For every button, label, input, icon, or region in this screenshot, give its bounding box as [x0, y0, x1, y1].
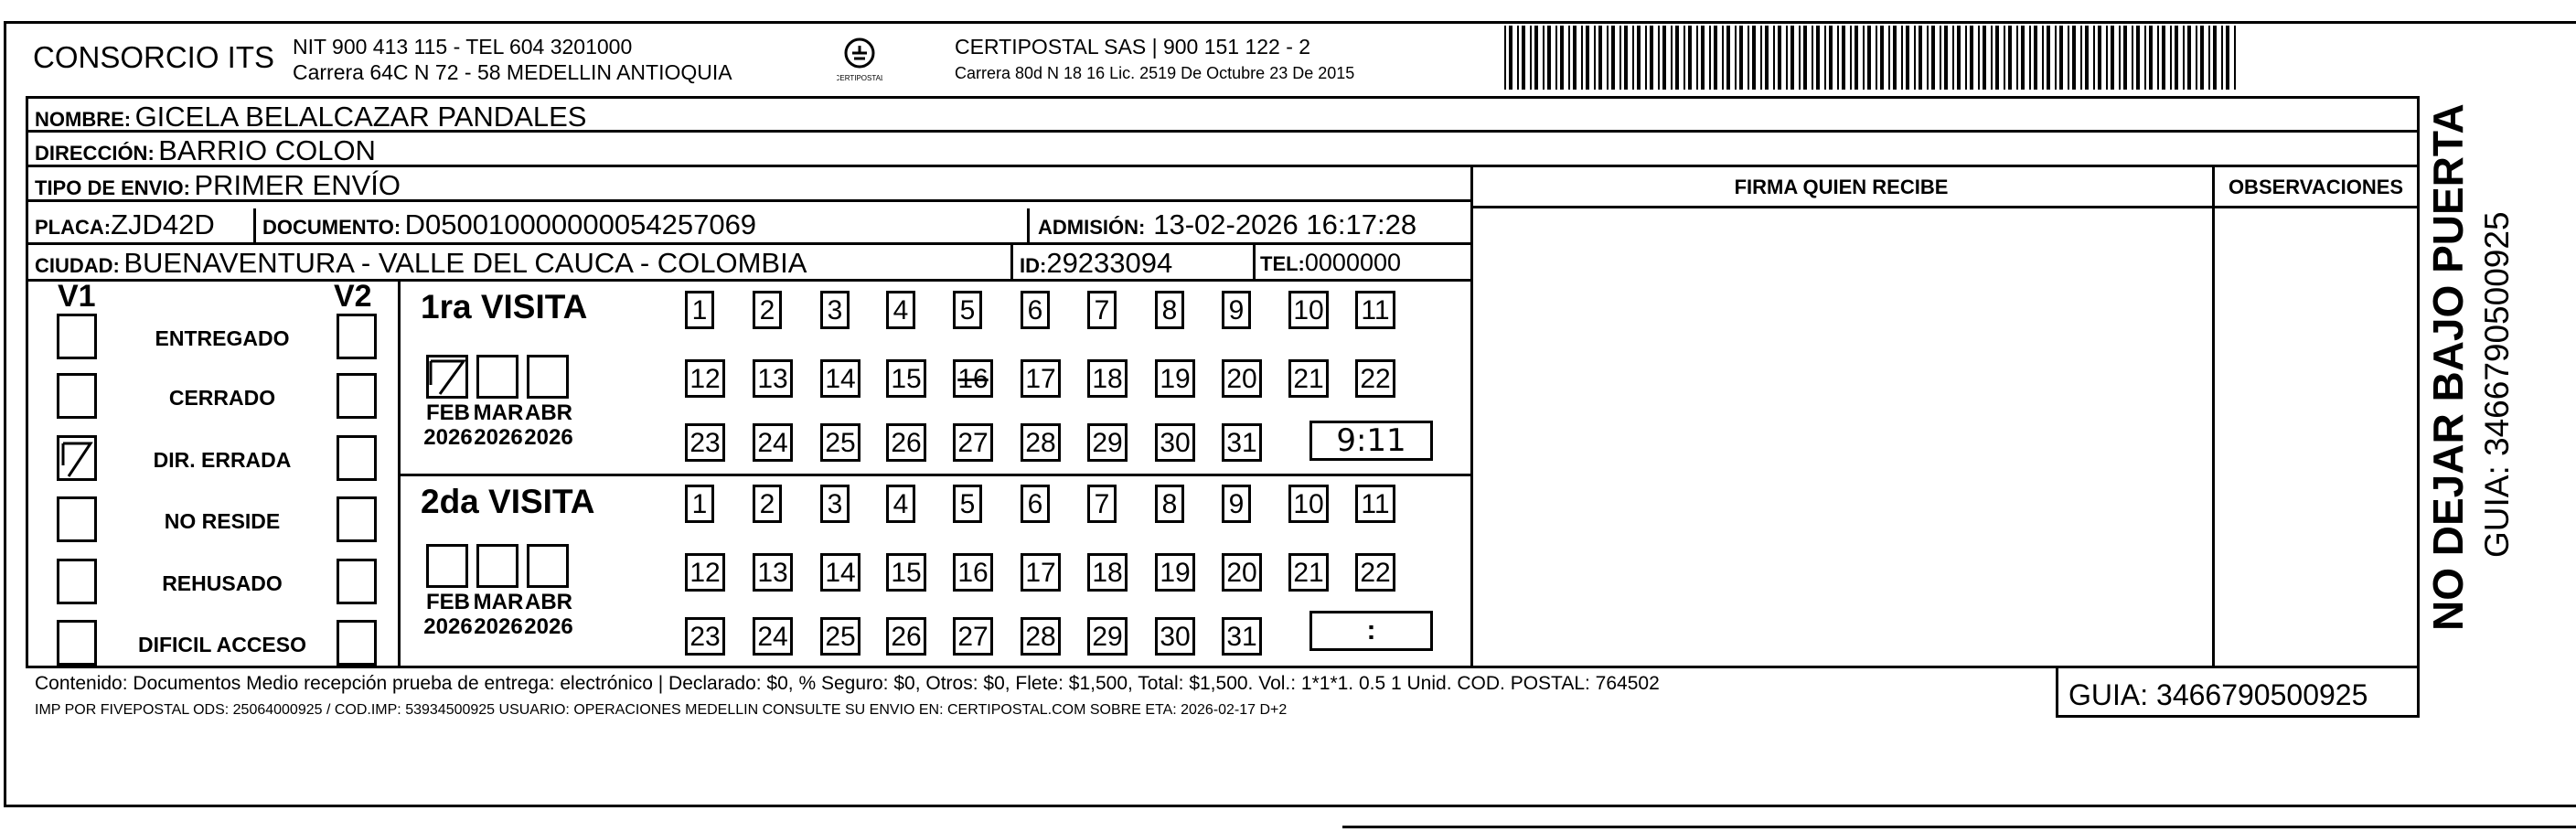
barcode-bar: [1850, 26, 1852, 90]
barcode-bar: [1748, 26, 1749, 90]
barcode-bar: [1645, 26, 1647, 90]
v2-checkbox[interactable]: [337, 373, 377, 419]
v1-label: V1: [58, 279, 96, 314]
barcode-bar: [1701, 26, 1705, 90]
barcode-bar: [1773, 26, 1775, 90]
address-line: Carrera 64C N 72 - 58 MEDELLIN ANTIOQUIA: [293, 60, 732, 84]
day-box[interactable]: 3: [820, 485, 850, 523]
barcode-bar: [2170, 26, 2172, 90]
tel-value: 0000000: [1304, 249, 1402, 276]
firma-left-edge: [1470, 165, 1473, 667]
v1-checkbox[interactable]: [57, 314, 97, 359]
barcode-bar: [2085, 26, 2089, 90]
barcode-bar: [2226, 26, 2229, 90]
barcode-bar: [2021, 26, 2025, 90]
barcode-bar: [1568, 26, 1570, 90]
cell-divider: [1010, 245, 1013, 279]
month-checkbox[interactable]: [527, 355, 569, 399]
imp-text: IMP POR FIVEPOSTAL ODS: 25064000925 / COD.IMP: 53934500925 USUARIO: OPERACIONES MEDELLIN CONSULTE SU ENVIO EN: CERTIPOSTAL.COM SOBRE ETA: 2026-02-17 D+2: [35, 702, 1288, 718]
month-name: FEB: [426, 400, 470, 425]
barcode-bar: [1752, 26, 1756, 90]
day-box[interactable]: 6: [1021, 485, 1050, 523]
barcode-bar: [2042, 26, 2044, 90]
option-label: DIR. ERRADA: [153, 448, 292, 472]
second-visit-time[interactable]: :: [1309, 611, 1433, 651]
barcode-bar: [1543, 26, 1545, 90]
v2-checkbox[interactable]: [337, 314, 377, 359]
id-label: ID:: [1020, 254, 1047, 277]
row-line: [26, 242, 1473, 245]
barcode-bar: [2132, 26, 2133, 90]
month-name: MAR: [473, 590, 524, 614]
top-border: [4, 21, 2576, 24]
barcode-bar: [1637, 26, 1641, 90]
barcode-bar: [1803, 26, 1807, 90]
barcode-bar: [1650, 26, 1653, 90]
barcode-bar: [1778, 26, 1781, 90]
barcode-bar: [1581, 26, 1583, 90]
barcode-bar: [1504, 26, 1506, 90]
day-box[interactable]: 26: [886, 617, 926, 656]
barcode-bar: [1696, 26, 1698, 90]
barcode-bar: [1786, 26, 1788, 90]
barcode-bar: [1722, 26, 1724, 90]
barcode-bar: [2029, 26, 2031, 90]
barcode-bar: [2196, 26, 2197, 90]
barcode-bar: [2221, 26, 2223, 90]
barcode-bar: [1927, 26, 1929, 90]
barcode-bar: [2047, 26, 2050, 90]
barcode-bar: [1662, 26, 1666, 90]
barcode-bar: [1842, 26, 1845, 90]
month-checkbox[interactable]: [476, 544, 518, 588]
contenido-text: Contenido: Documentos Medio recepción prueba de entrega: electrónico | Declarado: $0, % Seguro: $0, Otros: $0, Flete: $1,500, Total: $1,500. Vol.: 1*1*1. 0.5 1 Unid. COD. POSTAL: 764502: [35, 673, 1660, 694]
day-box[interactable]: 17: [1021, 359, 1061, 398]
barcode-bar: [2093, 26, 2095, 90]
day-box[interactable]: 17: [1021, 553, 1061, 592]
tel-row: [1260, 249, 1401, 277]
lower-edge-line: [1342, 826, 2576, 828]
barcode-bar: [1952, 26, 1954, 90]
placa-row: [35, 208, 215, 241]
barcode-bar: [1735, 26, 1737, 90]
barcode-bar: [1594, 26, 1596, 90]
day-box[interactable]: 29: [1087, 423, 1128, 462]
day-box[interactable]: 2: [753, 485, 782, 523]
day-box[interactable]: 7: [1087, 485, 1117, 523]
barcode-bar: [1607, 26, 1609, 90]
barcode-bar: [1970, 26, 1973, 90]
month-name: ABR: [525, 590, 572, 614]
day-box[interactable]: 13: [753, 553, 793, 592]
barcode-bar: [1683, 26, 1685, 90]
barcode-bar: [1983, 26, 1986, 90]
check-mark-icon: [59, 438, 94, 478]
month-year: 2026: [423, 614, 473, 639]
certipostal-logo: [837, 35, 882, 86]
barcode-bar: [1555, 26, 1557, 90]
documento-label: DOCUMENTO:: [262, 216, 401, 239]
barcode-bar: [2016, 26, 2018, 90]
barcode-bar: [1658, 26, 1660, 90]
day-box[interactable]: 9: [1222, 485, 1251, 523]
barcode-bar: [2055, 26, 2057, 90]
barcode-bar: [2213, 26, 2217, 90]
day-box[interactable]: 10: [1288, 485, 1329, 523]
id-row: [1020, 247, 1172, 280]
barcode-bar: [2200, 26, 2204, 90]
day-box[interactable]: 15: [886, 553, 926, 592]
day-box[interactable]: 29: [1087, 617, 1128, 656]
barcode-bar: [1957, 26, 1961, 90]
option-label: CERRADO: [168, 386, 276, 410]
barcode-bar: [1675, 26, 1679, 90]
barcode-bar: [2149, 26, 2153, 90]
barcode-bar: [1829, 26, 1833, 90]
barcode-bar: [1816, 26, 1820, 90]
left-border: [4, 21, 6, 807]
day-box[interactable]: 28: [1021, 423, 1061, 462]
month-year: 2026: [474, 425, 523, 450]
barcode-bar: [1611, 26, 1615, 90]
barcode-bar: [2175, 26, 2178, 90]
cell-divider: [1027, 208, 1030, 242]
barcode-bar: [1901, 26, 1903, 90]
barcode-bar: [2136, 26, 2140, 90]
barcode-bar: [1919, 26, 1922, 90]
carrier-address: Carrera 80d N 18 16 Lic. 2519 De Octubre 23 De 2015: [955, 64, 1355, 82]
direccion-value: BARRIO COLON: [158, 134, 376, 166]
day-box[interactable]: 28: [1021, 617, 1061, 656]
month-name: MAR: [473, 400, 524, 425]
barcode-bar: [2187, 26, 2191, 90]
barcode-bar: [1880, 26, 1884, 90]
day-box[interactable]: 12: [685, 359, 725, 398]
v1-checkbox[interactable]: [57, 496, 97, 542]
nombre-value: GICELA BELALCAZAR PANDALES: [134, 101, 587, 133]
barcode-bar: [1837, 26, 1839, 90]
day-box[interactable]: 20: [1222, 359, 1262, 398]
option-label: REHUSADO: [162, 571, 283, 595]
tipo-row: [35, 169, 401, 202]
barcode-bar: [1944, 26, 1948, 90]
tel-label: TEL:: [1260, 252, 1305, 275]
nombre-label: NOMBRE:: [35, 108, 132, 131]
obs-left-edge: [2212, 165, 2215, 667]
cell-divider: [1253, 245, 1256, 279]
day-box[interactable]: 23: [685, 423, 725, 462]
admision-value: 13-02-2026 16:17:28: [1153, 208, 1417, 240]
barcode-bar: [1619, 26, 1621, 90]
barcode-bar: [1547, 26, 1551, 90]
barcode-bar: [1688, 26, 1692, 90]
day-box[interactable]: 25: [820, 423, 860, 462]
day-box[interactable]: 16: [953, 359, 993, 398]
barcode-bar: [2183, 26, 2185, 90]
day-box[interactable]: 30: [1155, 423, 1195, 462]
visit-divider: [398, 474, 1472, 476]
day-box[interactable]: 16: [953, 553, 993, 592]
ciudad-label: CIUDAD:: [35, 254, 120, 277]
footer-top-line: [26, 666, 2420, 668]
tipo-label: TIPO DE ENVIO:: [35, 176, 190, 199]
barcode-bar: [1624, 26, 1628, 90]
barcode-bar: [1790, 26, 1794, 90]
v2-label: V2: [334, 279, 372, 314]
barcode-bar: [1906, 26, 1909, 90]
nit-line: NIT 900 413 115 - TEL 604 3201000: [293, 35, 633, 59]
form-left-edge: [26, 96, 28, 667]
carrier-line: CERTIPOSTAL SAS | 900 151 122 - 2: [955, 35, 1311, 59]
tipo-value: PRIMER ENVÍO: [194, 169, 401, 201]
month-year: 2026: [474, 614, 523, 639]
admision-label: ADMISIÓN:: [1038, 216, 1146, 239]
day-box[interactable]: 15: [886, 359, 926, 398]
day-box[interactable]: 21: [1288, 553, 1329, 592]
barcode-bar: [1893, 26, 1897, 90]
day-box[interactable]: 2: [753, 291, 782, 329]
barcode-bar: [2059, 26, 2063, 90]
barcode-bar: [2080, 26, 2082, 90]
first-visit-time[interactable]: 9:11: [1309, 421, 1433, 461]
day-box[interactable]: 13: [753, 359, 793, 398]
month-checkbox[interactable]: [426, 544, 468, 588]
month-checkbox[interactable]: [527, 544, 569, 588]
day-box[interactable]: 6: [1021, 291, 1050, 329]
barcode-bar: [1940, 26, 1941, 90]
day-box[interactable]: 30: [1155, 617, 1195, 656]
barcode-bar: [2004, 26, 2005, 90]
barcode-bar: [1812, 26, 1813, 90]
barcode-bar: [1522, 26, 1525, 90]
barcode-bar: [1965, 26, 1967, 90]
barcode-bar: [1799, 26, 1801, 90]
barcode-bar: [1586, 26, 1589, 90]
day-box[interactable]: 19: [1155, 553, 1195, 592]
day-box[interactable]: 24: [753, 423, 793, 462]
day-box[interactable]: 11: [1355, 291, 1395, 329]
barcode-bar: [2123, 26, 2127, 90]
day-box[interactable]: 5: [953, 291, 982, 329]
barcode-bar: [2208, 26, 2210, 90]
barcode-bar: [1888, 26, 1890, 90]
v2-checkbox[interactable]: [337, 559, 377, 604]
day-box[interactable]: 3: [820, 291, 850, 329]
barcode-bar: [2157, 26, 2159, 90]
barcode-bar: [1632, 26, 1634, 90]
barcode-bar: [1709, 26, 1711, 90]
day-box[interactable]: 27: [953, 423, 993, 462]
barcode-bar: [1760, 26, 1762, 90]
day-box[interactable]: 21: [1288, 359, 1329, 398]
barcode-bar: [1931, 26, 1935, 90]
v2-checkbox[interactable]: [337, 620, 377, 666]
day-box[interactable]: 10: [1288, 291, 1329, 329]
day-box[interactable]: 31: [1222, 423, 1262, 462]
v2-checkbox[interactable]: [337, 435, 377, 481]
day-box[interactable]: 12: [685, 553, 725, 592]
footer-guia: GUIA: 3466790500925: [2068, 678, 2368, 711]
month-year: 2026: [423, 425, 473, 450]
day-box[interactable]: 14: [820, 359, 860, 398]
barcode-bar: [1824, 26, 1826, 90]
day-box[interactable]: 18: [1087, 359, 1128, 398]
barcode-bar: [1978, 26, 1980, 90]
footer-bottom-line: [2056, 715, 2420, 718]
admision-row: [1038, 208, 1416, 241]
no-dejar-notice: NO DEJAR BAJO PUERTA: [2424, 103, 2472, 631]
logo-text: CERTIPOSTAL: [837, 74, 882, 82]
day-box[interactable]: 4: [886, 485, 915, 523]
month-checkbox[interactable]: [476, 355, 518, 399]
form-right-edge: [2417, 96, 2420, 718]
v1-checkbox[interactable]: [57, 620, 97, 666]
option-label: NO RESIDE: [164, 509, 281, 533]
month-name: ABR: [525, 400, 572, 425]
option-label: DIFICIL ACCESO: [137, 633, 306, 656]
first-visit-title: 1ra VISITA: [421, 288, 588, 325]
day-box[interactable]: 31: [1222, 617, 1262, 656]
direccion-label: DIRECCIÓN:: [35, 142, 155, 165]
day-box[interactable]: 26: [886, 423, 926, 462]
barcode-bar: [2162, 26, 2165, 90]
barcode-bar: [1726, 26, 1730, 90]
barcode-bar: [1534, 26, 1538, 90]
day-box[interactable]: 18: [1087, 553, 1128, 592]
placa-value: ZJD42D: [111, 208, 215, 240]
col-header-line: [1470, 206, 2420, 208]
second-visit-title: 2da VISITA: [421, 483, 595, 520]
barcode-bar: [1765, 26, 1769, 90]
barcode-bar: [2144, 26, 2146, 90]
barcode-bar: [1517, 26, 1519, 90]
barcode-bar: [1863, 26, 1865, 90]
day-box[interactable]: 4: [886, 291, 915, 329]
barcode-bar: [1876, 26, 1877, 90]
footer-divider: [2056, 666, 2058, 718]
v1-checkbox[interactable]: [57, 559, 97, 604]
id-value: 29233094: [1046, 247, 1173, 279]
observaciones-header: OBSERVACIONES: [2228, 176, 2404, 198]
month-checkbox[interactable]: [426, 355, 468, 399]
row-line: [26, 165, 2420, 167]
day-box[interactable]: 19: [1155, 359, 1195, 398]
direccion-row: [35, 134, 376, 167]
barcode-bar: [2034, 26, 2037, 90]
month-name: FEB: [426, 590, 470, 614]
day-box[interactable]: 8: [1155, 291, 1184, 329]
barcode-bar: [1867, 26, 1871, 90]
v2-checkbox[interactable]: [337, 496, 377, 542]
barcode-bar: [1714, 26, 1717, 90]
day-box[interactable]: 5: [953, 485, 982, 523]
barcode-bar: [1530, 26, 1532, 90]
side-guia: GUIA: 3466790500925: [2478, 211, 2516, 558]
placa-label: PLACA:: [35, 216, 112, 239]
barcode-bar: [1855, 26, 1858, 90]
day-box[interactable]: 25: [820, 617, 860, 656]
barcode-bar: [2234, 26, 2236, 90]
day-box[interactable]: 1: [685, 291, 714, 329]
day-box[interactable]: 23: [685, 617, 725, 656]
v1-checkbox[interactable]: [57, 373, 97, 419]
option-label: ENTREGADO: [155, 326, 290, 350]
barcode-bar: [1598, 26, 1602, 90]
barcode-bar: [1991, 26, 1993, 90]
company-name: CONSORCIO ITS: [33, 40, 275, 74]
day-box[interactable]: 22: [1355, 553, 1395, 592]
ciudad-row: [35, 247, 807, 280]
nombre-row: [35, 101, 586, 133]
barcode-bar: [2072, 26, 2076, 90]
barcode: [1504, 26, 2240, 90]
day-box[interactable]: 9: [1222, 291, 1251, 329]
barcode-bar: [2008, 26, 2012, 90]
barcode-bar: [2098, 26, 2101, 90]
barcode-bar: [1509, 26, 1512, 90]
bottom-border: [4, 805, 2576, 807]
barcode-bar: [2119, 26, 2121, 90]
barcode-bar: [2111, 26, 2114, 90]
day-box[interactable]: 22: [1355, 359, 1395, 398]
day-box[interactable]: 11: [1355, 485, 1395, 523]
month-year: 2026: [524, 614, 573, 639]
barcode-bar: [2068, 26, 2069, 90]
day-box[interactable]: 7: [1087, 291, 1117, 329]
ciudad-value: BUENAVENTURA - VALLE DEL CAUCA - COLOMBIA: [123, 247, 807, 279]
v1-checkbox[interactable]: [57, 435, 97, 481]
documento-row: [262, 208, 756, 241]
cell-divider: [253, 208, 256, 242]
firma-header: FIRMA QUIEN RECIBE: [1734, 176, 1949, 198]
barcode-bar: [1995, 26, 1999, 90]
day-box[interactable]: 1: [685, 485, 714, 523]
barcode-bar: [1739, 26, 1743, 90]
barcode-bar: [2106, 26, 2108, 90]
check-mark-icon: [429, 357, 465, 396]
day-box[interactable]: 24: [753, 617, 793, 656]
barcode-bar: [1560, 26, 1564, 90]
barcode-bar: [1671, 26, 1673, 90]
row-line: [26, 96, 2420, 99]
month-year: 2026: [524, 425, 573, 450]
barcode-bar: [1573, 26, 1577, 90]
day-box[interactable]: 20: [1222, 553, 1262, 592]
day-box[interactable]: 8: [1155, 485, 1184, 523]
barcode-bar: [1914, 26, 1916, 90]
documento-value: D050010000000054257069: [404, 208, 757, 240]
day-box[interactable]: 27: [953, 617, 993, 656]
day-box[interactable]: 14: [820, 553, 860, 592]
